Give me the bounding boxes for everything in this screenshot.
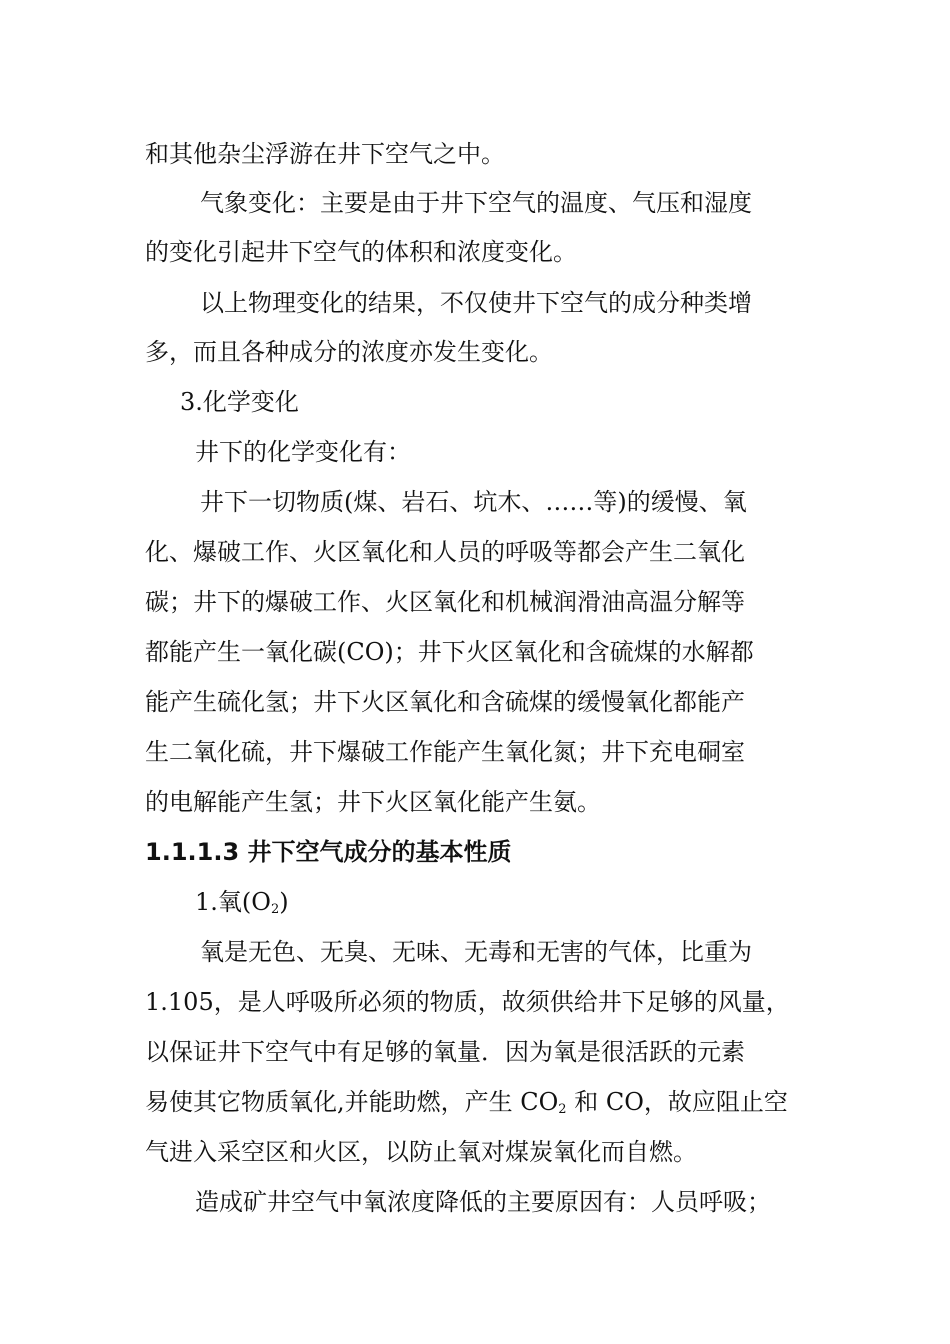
subscript: 2: [558, 1102, 567, 1117]
paragraph-line: 和其他杂尘浮游在井下空气之中。: [145, 140, 505, 168]
text-run: 易使其它物质氧化,并能助燃，产生 CO: [145, 1088, 559, 1116]
paragraph-line: 的变化引起井下空气的体积和浓度变化。: [145, 238, 577, 266]
paragraph-line: 生二氧化硫，井下爆破工作能产生氧化氮；井下充电硐室: [145, 738, 745, 766]
paragraph-line: 氧是无色、无臭、无味、无毒和无害的气体，比重为: [200, 938, 752, 966]
paragraph-line: 碳；井下的爆破工作、火区氧化和机械润滑油高温分解等: [145, 588, 745, 616]
paragraph-line: 井下的化学变化有：: [195, 438, 411, 466]
paragraph-line: 化、爆破工作、火区氧化和人员的呼吸等都会产生二氧化: [145, 538, 745, 566]
paragraph-line: 以上物理变化的结果，不仅使井下空气的成分种类增: [200, 289, 752, 317]
item-title-oxygen: [195, 886, 289, 918]
paragraph-line: 能产生硫化氢；井下火区氧化和含硫煤的缓慢氧化都能产: [145, 688, 745, 716]
item-title-suffix: ): [279, 888, 289, 916]
paragraph-line: 多，而且各种成分的浓度亦发生变化。: [145, 338, 553, 366]
paragraph-line: 造成矿井空气中氧浓度降低的主要原因有：人员呼吸；: [195, 1188, 771, 1216]
item-title-prefix: 1.氧(O: [195, 888, 271, 916]
text-run: 和 CO，故应阻止空: [566, 1088, 788, 1116]
paragraph-line: 气象变化：主要是由于井下空气的温度、气压和湿度: [200, 189, 752, 217]
paragraph-line: 以保证井下空气中有足够的氧量．因为氧是很活跃的元素: [145, 1038, 745, 1066]
subscript: 2: [270, 902, 280, 917]
paragraph-line: 都能产生一氧化碳(CO)；井下火区氧化和含硫煤的水解都: [145, 638, 754, 666]
section-heading: 1.1.1.3 井下空气成分的基本性质: [145, 838, 512, 866]
paragraph-line: 的电解能产生氢；井下火区氧化能产生氨。: [145, 788, 601, 816]
paragraph-line: 1.105，是人呼吸所必须的物质，故须供给井下足够的风量，: [145, 988, 790, 1016]
subsection-title: 3.化学变化: [180, 388, 299, 416]
paragraph-line: [145, 1086, 788, 1118]
paragraph-line: 气进入采空区和火区，以防止氧对煤炭氧化而自燃。: [145, 1138, 697, 1166]
paragraph-line: 井下一切物质(煤、岩石、坑木、……等)的缓慢、氧: [200, 488, 747, 516]
